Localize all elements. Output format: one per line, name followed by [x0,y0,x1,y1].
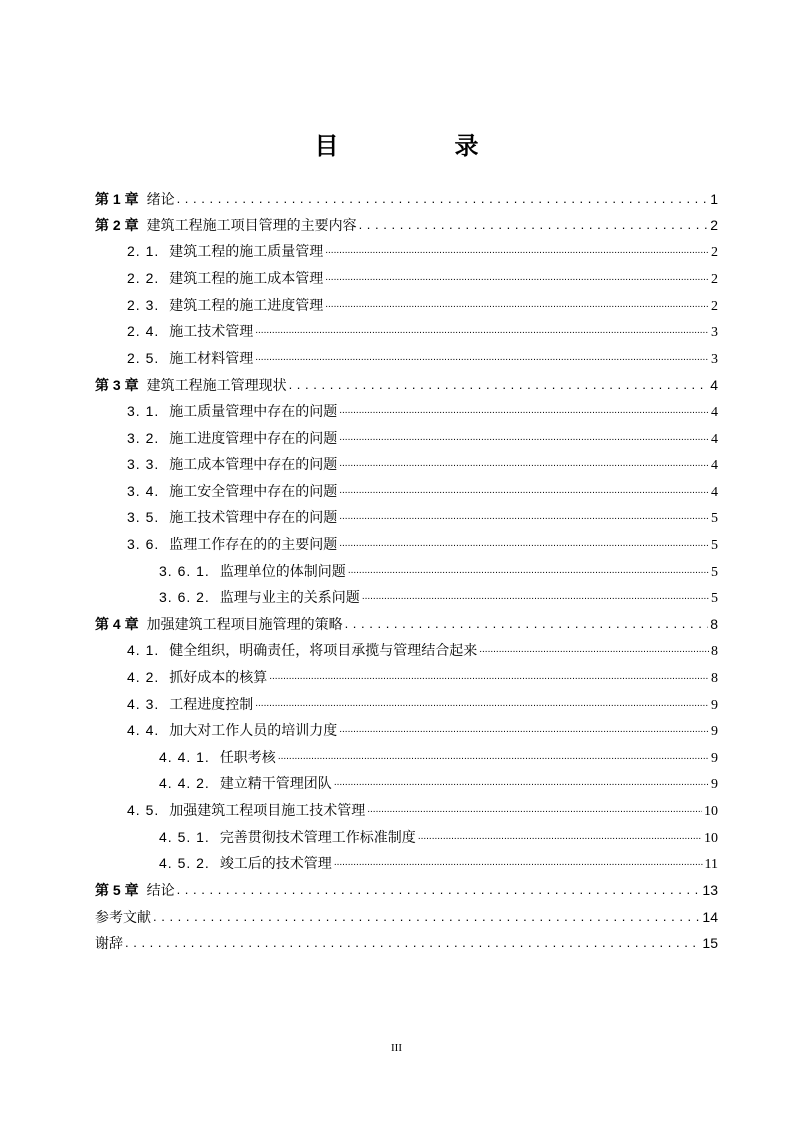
toc-entry[interactable] [0,691,793,718]
toc-entry[interactable] [0,505,793,532]
toc-entry-page: 5 [711,591,718,607]
toc-entry-number: 4. 4. 1. [159,748,210,765]
dot-leader [153,908,700,922]
dot-leader [325,296,709,310]
toc-entry[interactable] [0,638,793,665]
toc-entry[interactable] [0,851,793,878]
toc-entry-number: 3. 3. [127,456,160,473]
toc-entry-page: 2 [710,217,718,234]
page-number: III [391,1042,402,1054]
toc-entry-title: 绪论 [146,191,175,208]
toc-entry[interactable] [0,744,793,771]
toc-entry-title: 施工材料管理 [169,350,254,367]
dot-leader [359,216,709,230]
toc-entry-title: 完善贯彻技术管理工作标准制度 [219,829,416,846]
toc-entry-number: 2. 2. [127,270,160,287]
toc-entry-content [127,695,718,715]
toc-entry-title: 建筑工程的施工成本管理 [169,271,324,288]
dot-leader [255,695,709,709]
toc-entry-title: 健全组织，明确责任，将项目承揽与管理结合起来 [169,643,478,660]
toc-entry-content [127,508,718,528]
toc-entry-number: 4. 1. [127,642,160,659]
toc-entry-title: 建筑工程施工管理现状 [146,377,287,394]
toc-entry[interactable] [0,213,793,240]
toc-entry[interactable] [0,931,793,958]
dot-leader [479,641,709,655]
toc-entry-page: 2 [711,298,718,314]
toc-entry-content [95,615,718,634]
toc-entry-page: 2 [711,272,718,288]
toc-entry[interactable] [0,877,793,904]
dot-leader [177,190,709,204]
dot-leader [345,615,709,629]
toc-entry-content [127,535,718,555]
dot-leader [125,934,700,948]
toc-entry[interactable] [0,585,793,612]
toc-entry-page: 4 [711,484,718,500]
dot-leader [289,376,709,390]
toc-entry[interactable] [0,346,793,373]
toc-entry-title: 竣工后的技术管理 [219,856,332,873]
toc-entry[interactable] [0,372,793,399]
toc-entry-title: 抓好成本的核算 [169,669,268,686]
toc-entry-page: 13 [702,882,718,899]
toc-entry-number: 第 5 章 [95,882,139,899]
toc-entry-content [127,402,718,422]
toc-entry-title: 加大对工作人员的培训力度 [169,723,338,740]
dot-leader [334,854,703,868]
toc-entry-content [127,349,718,369]
toc-entry-content [127,429,718,449]
toc-entry-title: 加强建筑工程项目施管理的策略 [146,617,343,634]
toc-entry-number: 2. 5. [127,349,160,366]
toc-entry-page: 10 [704,803,718,819]
toc-entry-page: 5 [711,538,718,554]
toc-entry-content [159,774,718,794]
toc-entry-title: 监理单位的体制问题 [219,563,346,580]
toc-entry-content [95,376,718,395]
toc-entry-page: 2 [711,245,718,261]
dot-leader [255,322,709,336]
toc-entry-content [127,721,718,741]
toc-entry-page: 15 [702,935,718,952]
toc-entry-page: 8 [711,670,718,686]
dot-leader [339,402,709,416]
toc-entry-page: 3 [711,351,718,367]
toc-entry-title: 建筑工程施工项目管理的主要内容 [146,218,357,235]
toc-entry-number: 2. 4. [127,323,160,340]
toc-entry-content [127,668,718,688]
toc-entry-page: 9 [711,777,718,793]
toc-entry[interactable] [0,186,793,213]
toc-entry-content [127,801,718,821]
toc-entry-page: 4 [711,458,718,474]
dot-leader [367,801,702,815]
toc-entry-content [95,216,718,235]
toc-entry-page: 4 [710,376,718,393]
toc-entry[interactable] [0,798,793,825]
toc-entry[interactable] [0,239,793,266]
toc-entry[interactable] [0,292,793,319]
toc-entry-title: 任职考核 [219,749,276,766]
toc-entry-content [127,482,718,502]
toc-entry-content [127,322,718,342]
toc-entry-number: 3. 6. 1. [159,562,210,579]
dot-leader [269,668,709,682]
toc-entry-number: 第 1 章 [95,190,139,207]
toc-entry[interactable] [0,532,793,559]
dot-leader [339,429,709,443]
toc-entry-page: 1 [710,190,718,207]
toc-entry-title: 施工进度管理中存在的问题 [169,430,338,447]
toc-entry-title: 监理工作存在的的主要问题 [169,537,338,554]
toc-entry-title: 谢辞 [95,936,123,953]
toc-entry[interactable] [0,399,793,426]
toc-entry-title: 建筑工程的施工进度管理 [169,297,324,314]
dot-leader [325,269,709,283]
toc-entry-page: 3 [711,325,718,341]
toc-entry-content [159,828,718,848]
dot-leader [325,242,709,256]
toc-entry-title: 参考文献 [95,909,151,926]
dot-leader [348,562,709,576]
toc-entry-page: 4 [711,431,718,447]
toc-entry-page: 5 [711,564,718,580]
toc-entry-content [159,748,718,768]
toc-entry-number: 3. 6. [127,536,160,553]
toc-entry[interactable] [0,718,793,745]
toc-entry-content [95,190,718,209]
toc-entry-page: 8 [710,616,718,633]
toc-entry[interactable] [0,665,793,692]
dot-leader [339,455,709,469]
toc-entry-number: 2. 1. [127,243,160,260]
dot-leader [334,774,709,788]
toc-entry-content [127,455,718,475]
toc-entry-content [127,242,718,262]
toc-entry-number: 4. 4. 2. [159,775,210,792]
dot-leader [362,588,709,602]
toc-entry-title: 施工技术管理中存在的问题 [169,510,338,527]
dot-leader [418,828,702,842]
toc-entry-number: 3. 4. [127,482,160,499]
table-of-contents [0,186,793,957]
toc-entry-title: 监理与业主的关系问题 [219,590,360,607]
page-title: 目 录 [314,132,525,160]
toc-entry-page: 8 [711,644,718,660]
toc-entry-number: 4. 4. [127,722,160,739]
toc-entry-page: 5 [711,511,718,527]
dot-leader [339,535,709,549]
toc-entry-page: 9 [711,750,718,766]
toc-entry-page: 10 [704,830,718,846]
toc-entry-content [159,588,718,608]
toc-entry-number: 第 3 章 [95,376,139,393]
dot-leader [278,748,709,762]
toc-entry[interactable] [0,452,793,479]
toc-entry-title: 施工质量管理中存在的问题 [169,404,338,421]
toc-entry-content [127,641,718,661]
toc-entry-number: 4. 5. [127,801,160,818]
toc-entry-number: 第 4 章 [95,616,139,633]
toc-entry-content [95,908,718,927]
toc-entry-number: 2. 3. [127,296,160,313]
dot-leader [255,349,709,363]
dot-leader [339,482,709,496]
toc-entry-page: 9 [711,724,718,740]
toc-entry-content [159,562,718,582]
toc-entry-number: 3. 6. 2. [159,589,210,606]
toc-entry-title: 施工成本管理中存在的问题 [169,457,338,474]
toc-entry-content [127,296,718,316]
toc-entry[interactable] [0,558,793,585]
toc-entry-number: 4. 5. 2. [159,855,210,872]
toc-entry-number: 4. 5. 1. [159,828,210,845]
toc-entry-page: 9 [711,697,718,713]
toc-entry-number: 第 2 章 [95,217,139,234]
dot-leader [177,881,701,895]
toc-entry-title: 施工安全管理中存在的问题 [169,483,338,500]
toc-entry[interactable] [0,824,793,851]
toc-entry-number: 4. 3. [127,695,160,712]
toc-entry-title: 施工技术管理 [169,324,254,341]
toc-entry[interactable] [0,479,793,506]
toc-entry-content [95,934,718,953]
toc-entry-title: 工程进度控制 [169,696,254,713]
toc-entry[interactable] [0,771,793,798]
dot-leader [339,508,709,522]
toc-entry-content [127,269,718,289]
toc-entry-number: 3. 1. [127,403,160,420]
toc-entry-content [159,854,718,874]
toc-entry[interactable] [0,266,793,293]
toc-entry[interactable] [0,425,793,452]
toc-entry-title: 建筑工程的施工质量管理 [169,244,324,261]
toc-entry-page: 4 [711,405,718,421]
toc-entry-content [95,881,718,900]
toc-entry-number: 3. 5. [127,509,160,526]
toc-entry-page: 11 [704,857,718,873]
toc-entry[interactable] [0,612,793,639]
dot-leader [339,721,709,735]
toc-entry[interactable] [0,904,793,931]
toc-entry[interactable] [0,319,793,346]
toc-entry-title: 加强建筑工程项目施工技术管理 [169,802,366,819]
toc-entry-title: 建立精干管理团队 [219,776,332,793]
toc-entry-page: 14 [702,908,718,925]
toc-entry-title: 结论 [146,883,175,900]
toc-entry-number: 4. 2. [127,668,160,685]
toc-entry-number: 3. 2. [127,429,160,446]
